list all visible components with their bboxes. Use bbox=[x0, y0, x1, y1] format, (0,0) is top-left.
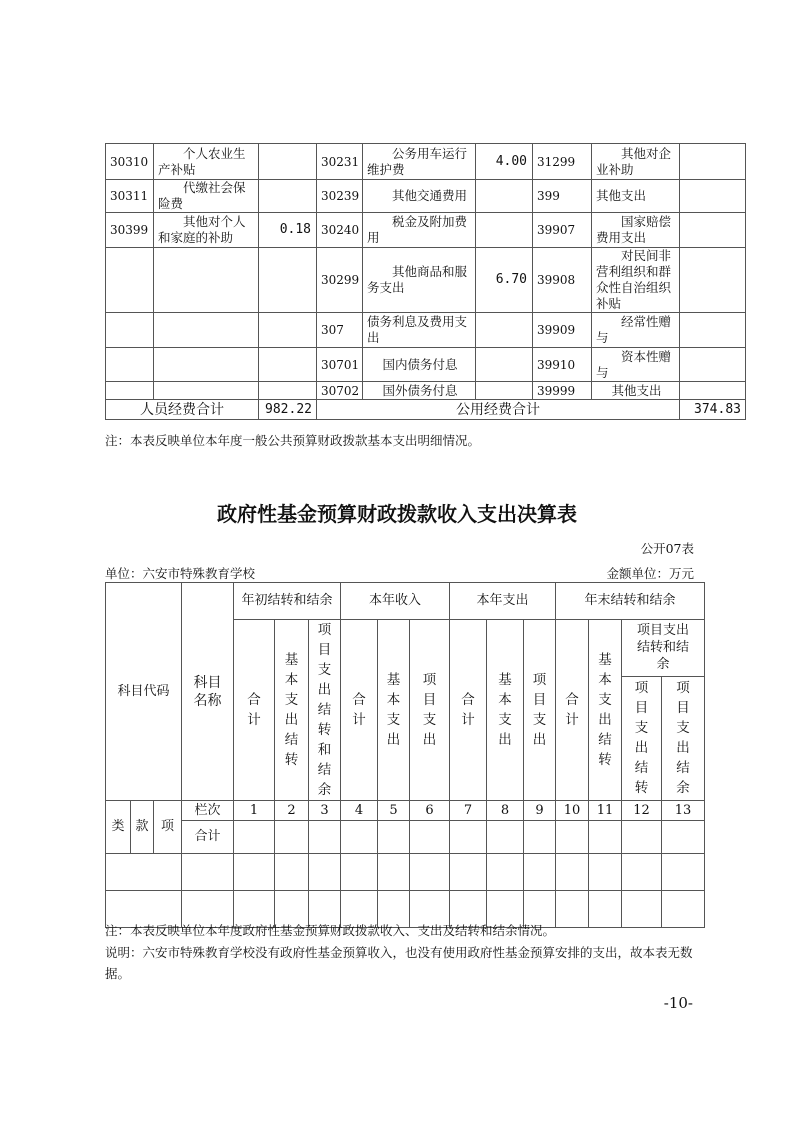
column-number: 6 bbox=[410, 801, 450, 821]
public-name-2-cell: 其他对企业补助 bbox=[592, 144, 680, 180]
public-amount-2-cell bbox=[680, 144, 746, 180]
page-title: 政府性基金预算财政拨款收入支出决算表 bbox=[217, 502, 577, 526]
header-closing-project-carry: 项目支出结转 bbox=[622, 676, 662, 800]
empty-cell bbox=[622, 891, 662, 928]
header-income-project: 项目支出 bbox=[410, 620, 450, 801]
header-subject-name: 科目名称 bbox=[182, 583, 234, 801]
empty-cell bbox=[524, 821, 556, 854]
public-total-label: 公用经费合计 bbox=[317, 400, 680, 420]
column-number: 3 bbox=[309, 801, 341, 821]
empty-cell bbox=[487, 854, 524, 891]
personnel-name-cell bbox=[154, 348, 259, 382]
empty-cell bbox=[275, 821, 309, 854]
header-opening-total: 合计 bbox=[234, 620, 275, 801]
column-number: 11 bbox=[589, 801, 622, 821]
public-amount-cell: 4.00 bbox=[476, 144, 533, 180]
public-amount-2-cell bbox=[680, 313, 746, 348]
public-code-2-cell: 39907 bbox=[533, 213, 592, 248]
column-number: 1 bbox=[234, 801, 275, 821]
empty-cell bbox=[450, 821, 487, 854]
public-name-cell: 债务利息及费用支出 bbox=[363, 313, 476, 348]
public-amount-cell: 6.70 bbox=[476, 248, 533, 313]
column-number: 7 bbox=[450, 801, 487, 821]
empty-cell bbox=[234, 854, 275, 891]
personnel-name-cell bbox=[154, 382, 259, 400]
empty-cell bbox=[275, 854, 309, 891]
public-total-value: 374.83 bbox=[680, 400, 746, 420]
public-name-cell: 税金及附加费用 bbox=[363, 213, 476, 248]
empty-cell bbox=[662, 821, 705, 854]
empty-cell bbox=[182, 854, 234, 891]
personnel-amount-cell bbox=[259, 144, 317, 180]
table-row bbox=[106, 144, 746, 180]
personnel-name-cell bbox=[154, 313, 259, 348]
sum-row bbox=[106, 821, 705, 854]
public-amount-cell bbox=[476, 313, 533, 348]
public-name-cell: 其他商品和服务支出 bbox=[363, 248, 476, 313]
public-code-2-cell: 39999 bbox=[533, 382, 592, 400]
empty-row bbox=[106, 854, 705, 891]
personnel-code-cell bbox=[106, 248, 154, 313]
personnel-name-cell: 个人农业生产补贴 bbox=[154, 144, 259, 180]
empty-cell bbox=[622, 854, 662, 891]
basic-expense-detail-table bbox=[105, 143, 746, 420]
public-amount-cell bbox=[476, 180, 533, 213]
header-expense-total: 合计 bbox=[450, 620, 487, 801]
personnel-amount-cell: 0.18 bbox=[259, 213, 317, 248]
empty-cell bbox=[524, 854, 556, 891]
top-table-note: 注：本表反映单位本年度一般公共预算财政拨款基本支出明细情况。 bbox=[105, 433, 481, 448]
header-income-total: 合计 bbox=[341, 620, 378, 801]
header-lei: 类 bbox=[106, 801, 131, 854]
public-name-2-cell: 其他支出 bbox=[592, 382, 680, 400]
empty-cell bbox=[341, 821, 378, 854]
empty-cell bbox=[309, 854, 341, 891]
empty-cell bbox=[589, 854, 622, 891]
totals-row bbox=[106, 400, 746, 420]
personnel-code-cell bbox=[106, 313, 154, 348]
public-name-2-cell: 资本性赠与 bbox=[592, 348, 680, 382]
public-amount-2-cell bbox=[680, 180, 746, 213]
public-amount-2-cell bbox=[680, 213, 746, 248]
column-number-row bbox=[106, 801, 705, 821]
personnel-amount-cell bbox=[259, 313, 317, 348]
empty-cell bbox=[450, 854, 487, 891]
empty-cell bbox=[589, 891, 622, 928]
public-name-cell: 公务用车运行维护费 bbox=[363, 144, 476, 180]
column-number: 10 bbox=[556, 801, 589, 821]
header-closing-project-balance: 项目支出结余 bbox=[662, 676, 705, 800]
sum-label: 合计 bbox=[182, 821, 234, 854]
empty-cell bbox=[309, 821, 341, 854]
personnel-code-cell bbox=[106, 382, 154, 400]
header-closing-basic-carry: 基本支出结转 bbox=[589, 620, 622, 801]
public-code-2-cell: 39908 bbox=[533, 248, 592, 313]
column-number: 9 bbox=[524, 801, 556, 821]
empty-cell bbox=[341, 854, 378, 891]
personnel-code-cell: 30310 bbox=[106, 144, 154, 180]
header-opening-basic-carry: 基本支出结转 bbox=[275, 620, 309, 801]
public-name-2-cell: 其他支出 bbox=[592, 180, 680, 213]
public-code-2-cell: 31299 bbox=[533, 144, 592, 180]
header-income: 本年收入 bbox=[341, 583, 450, 620]
fund-table-explanation: 说明：六安市特殊教育学校没有政府性基金预算收入，也没有使用政府性基金预算安排的支出，故本表无数据。 bbox=[105, 945, 693, 981]
header-xiang: 项 bbox=[154, 801, 182, 854]
table-row bbox=[106, 313, 746, 348]
personnel-amount-cell bbox=[259, 248, 317, 313]
public-code-cell: 30231 bbox=[317, 144, 363, 180]
amount-unit-label: 金额单位：万元 bbox=[606, 566, 694, 581]
header-kuan: 款 bbox=[131, 801, 154, 854]
personnel-code-cell: 30399 bbox=[106, 213, 154, 248]
table-row bbox=[106, 382, 746, 400]
empty-cell bbox=[556, 854, 589, 891]
empty-cell bbox=[410, 854, 450, 891]
public-code-cell: 30299 bbox=[317, 248, 363, 313]
header-income-basic: 基本支出 bbox=[378, 620, 410, 801]
empty-cell bbox=[622, 821, 662, 854]
personnel-total-value: 982.22 bbox=[259, 400, 317, 420]
public-code-2-cell: 399 bbox=[533, 180, 592, 213]
government-fund-table bbox=[105, 582, 705, 928]
public-name-cell: 国外债务付息 bbox=[363, 382, 476, 400]
column-number: 12 bbox=[622, 801, 662, 821]
public-code-cell: 307 bbox=[317, 313, 363, 348]
public-name-cell: 国内债务付息 bbox=[363, 348, 476, 382]
public-amount-cell bbox=[476, 348, 533, 382]
form-number: 公开07表 bbox=[640, 541, 694, 556]
column-number: 5 bbox=[378, 801, 410, 821]
personnel-amount-cell bbox=[259, 180, 317, 213]
empty-cell bbox=[106, 854, 182, 891]
column-number-label: 栏次 bbox=[182, 801, 234, 821]
public-amount-cell bbox=[476, 382, 533, 400]
column-number: 2 bbox=[275, 801, 309, 821]
public-amount-2-cell bbox=[680, 348, 746, 382]
empty-cell bbox=[556, 821, 589, 854]
personnel-name-cell: 其他对个人和家庭的补助 bbox=[154, 213, 259, 248]
column-number: 4 bbox=[341, 801, 378, 821]
public-code-cell: 30701 bbox=[317, 348, 363, 382]
empty-cell bbox=[487, 821, 524, 854]
empty-cell bbox=[556, 891, 589, 928]
header-expense: 本年支出 bbox=[450, 583, 556, 620]
empty-cell bbox=[410, 821, 450, 854]
public-amount-2-cell bbox=[680, 248, 746, 313]
table-row bbox=[106, 348, 746, 382]
public-code-2-cell: 39909 bbox=[533, 313, 592, 348]
public-name-cell: 其他交通费用 bbox=[363, 180, 476, 213]
personnel-name-cell: 代缴社会保险费 bbox=[154, 180, 259, 213]
header-closing-project-carry-balance: 项目支出结转和结余 bbox=[622, 620, 705, 677]
personnel-amount-cell bbox=[259, 348, 317, 382]
empty-cell bbox=[662, 891, 705, 928]
header-closing-balance: 年末结转和结余 bbox=[556, 583, 705, 620]
header-expense-basic: 基本支出 bbox=[487, 620, 524, 801]
table-row bbox=[106, 213, 746, 248]
public-code-cell: 30702 bbox=[317, 382, 363, 400]
empty-cell bbox=[234, 821, 275, 854]
page-number: -10- bbox=[663, 994, 693, 1012]
empty-cell bbox=[378, 821, 410, 854]
public-name-2-cell: 国家赔偿费用支出 bbox=[592, 213, 680, 248]
header-expense-project: 项目支出 bbox=[524, 620, 556, 801]
public-name-2-cell: 对民间非营利组织和群众性自治组织补贴 bbox=[592, 248, 680, 313]
public-code-2-cell: 39910 bbox=[533, 348, 592, 382]
empty-cell bbox=[662, 854, 705, 891]
column-number: 8 bbox=[487, 801, 524, 821]
empty-cell bbox=[589, 821, 622, 854]
public-name-2-cell: 经常性赠与 bbox=[592, 313, 680, 348]
unit-label: 单位：六安市特殊教育学校 bbox=[105, 566, 256, 581]
personnel-name-cell bbox=[154, 248, 259, 313]
column-number: 13 bbox=[662, 801, 705, 821]
public-amount-2-cell bbox=[680, 382, 746, 400]
public-code-cell: 30240 bbox=[317, 213, 363, 248]
personnel-total-label: 人员经费合计 bbox=[106, 400, 259, 420]
header-closing-total: 合计 bbox=[556, 620, 589, 801]
public-code-cell: 30239 bbox=[317, 180, 363, 213]
header-opening-project-carry-balance: 项目支出结转和结余 bbox=[309, 620, 341, 801]
empty-cell bbox=[378, 854, 410, 891]
header-subject-code: 科目代码 bbox=[106, 583, 182, 801]
table-row bbox=[106, 180, 746, 213]
personnel-amount-cell bbox=[259, 382, 317, 400]
personnel-code-cell: 30311 bbox=[106, 180, 154, 213]
table-row bbox=[106, 248, 746, 313]
header-opening-balance: 年初结转和结余 bbox=[234, 583, 341, 620]
fund-table-note: 注：本表反映单位本年度政府性基金预算财政拨款收入、支出及结转和结余情况。 bbox=[105, 923, 556, 938]
personnel-code-cell bbox=[106, 348, 154, 382]
public-amount-cell bbox=[476, 213, 533, 248]
